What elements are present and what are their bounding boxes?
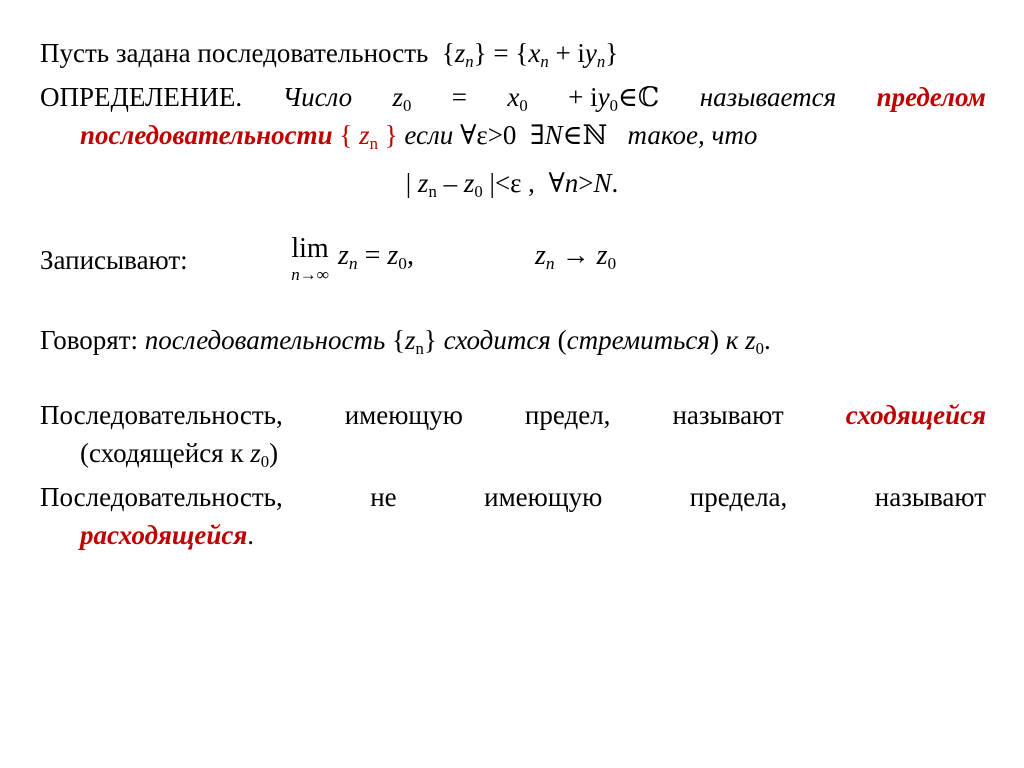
definition-called: называется: [699, 82, 837, 112]
word-such: такое: [627, 120, 698, 150]
limit-condition: | $z_n - z_0$ |<ε , ∀n>N.: [405, 168, 619, 202]
word-that: , что: [697, 120, 758, 150]
lim-notation: [290, 234, 330, 284]
lim-subscript: n→∞: [291, 265, 329, 284]
said-line: Говорят: последовательность $\{z_n\}$ сходится (стремиться) к $z_0$.: [40, 325, 771, 359]
term-convergent: сходящейся: [845, 400, 986, 430]
said-label: Говорят:: [40, 325, 139, 355]
definition-line-2: [80, 120, 758, 154]
sequence-intro: [40, 38, 986, 72]
lim-expression: $z_n = z_0$,: [338, 240, 414, 274]
sequence-zn: { $z_n$ }: [339, 120, 398, 154]
definition-formula: $z_0$: [392, 82, 412, 116]
lim-word: lim: [291, 233, 329, 264]
definition-line-1: ОПРЕДЕЛЕНИЕ. Число $z_0$ = $x_0$ + $iy_0\in ℂ$ называется пределом: [40, 82, 986, 116]
definition-number-word: Число: [282, 82, 353, 112]
quantifier-eps: ∀ε>0: [460, 120, 517, 150]
notation-label: Записывают:: [40, 245, 188, 275]
sequence-formula: $\{z_n\} = \{x_n + iy_n\}$: [441, 38, 619, 72]
term-sequence: последовательности: [80, 120, 333, 150]
term-limit: пределом: [876, 82, 986, 112]
definition-label: ОПРЕДЕЛЕНИЕ.: [40, 82, 243, 112]
convergent-line-1: Последовательность, имеющую предел, называют сходящейся: [40, 400, 986, 430]
quantifier-exists: ∃N∈ℕ: [529, 120, 608, 150]
term-divergent: расходящейся: [80, 520, 248, 550]
intro-text: Пусть задана последовательность: [40, 38, 429, 68]
divergent-line-2: расходящейся.: [80, 520, 255, 550]
divergent-line-1: Последовательность, не имеющую предела, называют: [40, 482, 986, 512]
convergent-line-2: (сходящейся к $z_0$): [80, 438, 279, 472]
arrow-expression: $z_n \to z_0$: [535, 240, 617, 274]
word-if: если: [404, 120, 454, 150]
